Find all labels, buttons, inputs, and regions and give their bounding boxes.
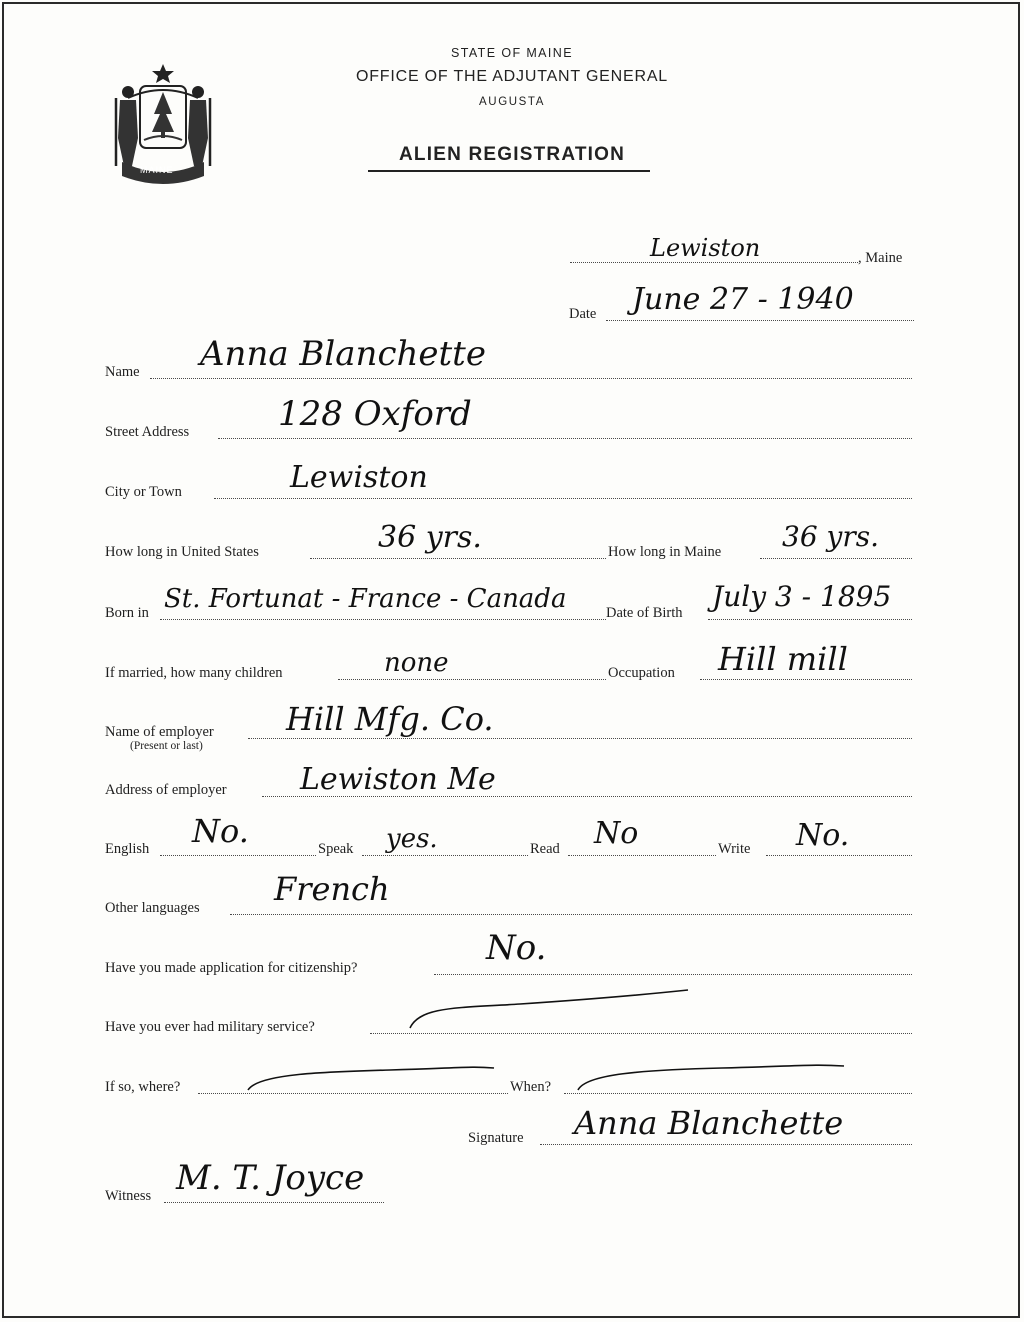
- occupation-line: [700, 679, 912, 680]
- citizenship-entry: No.: [486, 928, 547, 968]
- how-long-maine-label: How long in Maine: [608, 544, 722, 560]
- citizenship-line: [434, 974, 912, 975]
- employer-address-entry: Lewiston Me: [300, 762, 496, 797]
- born-in-entry: St. Fortunat - France - Canada: [164, 584, 567, 614]
- witness-entry: M. T. Joyce: [176, 1158, 365, 1198]
- witness-label: Witness: [105, 1188, 152, 1204]
- name-entry: Anna Blanchette: [200, 334, 486, 374]
- header-office: OFFICE OF THE ADJUTANT GENERAL: [355, 68, 669, 85]
- children-line: [338, 679, 606, 680]
- english-line: [160, 855, 316, 856]
- other-languages-line: [230, 914, 912, 915]
- when-dash-stroke: [572, 1060, 852, 1096]
- date-label: Date: [569, 306, 597, 322]
- occupation-entry: Hill mill: [718, 640, 848, 678]
- date-of-birth-entry: July 3 - 1895: [712, 580, 892, 613]
- town-line: [570, 262, 858, 263]
- employer-line: [248, 738, 912, 739]
- read-line: [568, 855, 716, 856]
- if-so-where-label: If so, where?: [105, 1079, 181, 1095]
- date-of-birth-label: Date of Birth: [606, 605, 683, 621]
- english-entry: No.: [192, 812, 249, 850]
- header-city: AUGUSTA: [479, 96, 545, 108]
- seal-lettering: MAINE: [140, 165, 174, 175]
- where-dash-stroke: [240, 1060, 500, 1096]
- how-long-us-label: How long in United States: [105, 544, 259, 560]
- employer-entry: Hill Mfg. Co.: [286, 700, 494, 738]
- how-long-us-entry: 36 yrs.: [378, 520, 482, 555]
- english-label: English: [105, 841, 150, 857]
- speak-line: [362, 855, 528, 856]
- children-label: If married, how many children: [105, 665, 283, 681]
- header-state: STATE OF MAINE: [451, 46, 573, 60]
- street-label: Street Address: [105, 424, 190, 440]
- signature-line: [540, 1144, 912, 1145]
- date-line: [606, 320, 914, 321]
- town-entry: Lewiston: [650, 234, 761, 262]
- how-long-maine-line: [760, 558, 912, 559]
- street-line: [218, 438, 912, 439]
- form-title: ALIEN REGISTRATION: [398, 144, 626, 165]
- street-entry: 128 Oxford: [278, 394, 472, 434]
- maine-label: , Maine: [858, 250, 903, 266]
- employer-address-label: Address of employer: [105, 782, 227, 798]
- born-in-line: [160, 619, 606, 620]
- speak-entry: yes.: [386, 824, 438, 854]
- name-line: [150, 378, 912, 379]
- write-line: [766, 855, 912, 856]
- write-entry: No.: [796, 818, 850, 853]
- how-long-maine-entry: 36 yrs.: [782, 520, 880, 553]
- date-of-birth-line: [708, 619, 912, 620]
- write-label: Write: [718, 841, 751, 857]
- read-label: Read: [530, 841, 560, 857]
- speak-label: Speak: [318, 841, 354, 857]
- employer-label: Name of employer: [105, 724, 214, 740]
- signature-label: Signature: [468, 1130, 524, 1146]
- children-entry: none: [384, 648, 449, 678]
- city-entry: Lewiston: [290, 460, 428, 495]
- signature-entry: Anna Blanchette: [574, 1104, 844, 1142]
- witness-line: [164, 1202, 384, 1203]
- other-languages-label: Other languages: [105, 900, 200, 916]
- city-line: [214, 498, 912, 499]
- date-entry: June 27 - 1940: [632, 282, 854, 317]
- when-label: When?: [510, 1079, 552, 1095]
- military-label: Have you ever had military service?: [105, 1019, 315, 1035]
- how-long-us-line: [310, 558, 606, 559]
- scan-border: [2, 2, 1020, 1318]
- citizenship-label: Have you made application for citizenship?: [105, 960, 358, 976]
- city-label: City or Town: [105, 484, 182, 500]
- occupation-label: Occupation: [608, 665, 675, 681]
- employer-note: (Present or last): [130, 740, 203, 752]
- military-dash-stroke: [400, 986, 700, 1036]
- read-entry: No: [594, 816, 639, 851]
- other-languages-entry: French: [274, 870, 390, 908]
- title-underline: [368, 170, 650, 172]
- name-label: Name: [105, 364, 140, 380]
- born-in-label: Born in: [105, 605, 149, 621]
